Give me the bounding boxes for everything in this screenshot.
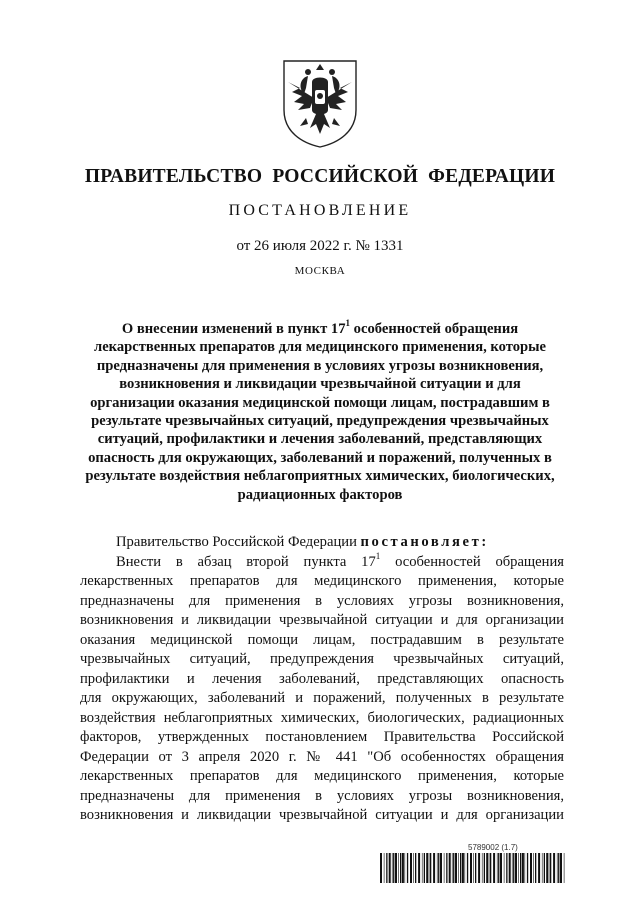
body-line: воздействия неблагоприятных химических, биологических, радиационных — [80, 709, 564, 726]
title-line: возникновения и ликвидации чрезвычайной ситуации и для — [119, 376, 521, 393]
body-line: предназначены для применения в условиях угрозы возникновения, — [80, 592, 564, 609]
title-line: организации оказания медицинской помощи лицам, пострадавшим в — [90, 394, 550, 411]
title-line: ситуаций, профилактики и лечения заболеваний, представляющих — [97, 431, 543, 448]
title-line: лекарственных препаратов для медицинского применения, которые — [94, 339, 546, 356]
body-line: профилактики и лечения заболеваний, представляющих опасность — [80, 670, 564, 687]
title-line: опасность для окружающих, заболеваний и поражений, полученных в — [88, 449, 552, 466]
intro-line: Правительство Российской Федерации постановляет: — [116, 534, 489, 550]
document-type: ПОСТАНОВЛЕНИЕ — [228, 202, 412, 219]
decree-title — [80, 320, 560, 504]
barcode-icon — [380, 853, 565, 883]
barcode-number: 5789002 (1.7) — [468, 843, 518, 852]
body-line: факторов, утвержденных постановлением Правительства Российской — [80, 729, 564, 745]
title-line: радиационных факторов — [237, 486, 403, 503]
body-line: лекарственных препаратов для медицинского применения, которые — [80, 573, 564, 589]
title-line: О внесении изменений в пункт $17^1$ особенностей обращения — [121, 318, 519, 337]
body-line: Внести в абзац второй пункта $17^1$ особенностей обращения — [116, 550, 564, 570]
body-line: предназначены для применения в условиях угрозы возникновения, — [80, 787, 564, 804]
body-line: чрезвычайных ситуаций, предупреждения чрезвычайных ситуаций, — [80, 651, 564, 667]
decree-body — [80, 533, 564, 826]
body-line: Федерации от 3 апреля 2020 г. № 441 "Об особенностях обращения — [80, 748, 564, 765]
body-line: лекарственных препаратов для медицинского применения, которые — [80, 768, 564, 784]
decree-word: постановляет: — [360, 534, 489, 550]
title-line: предназначены для применения в условиях угрозы возникновения, — [96, 357, 544, 374]
title-line: результате воздействия неблагоприятных химических, биологических, — [85, 468, 555, 485]
body-line: возникновения и ликвидации чрезвычайной ситуации и для организации — [80, 612, 564, 628]
body-line: для окружающих, заболеваний и поражений, полученных в результате — [80, 690, 564, 706]
government-title: ПРАВИТЕЛЬСТВО РОССИЙСКОЙ ФЕДЕРАЦИИ — [84, 166, 556, 187]
date-and-number: от 26 июля 2022 г. № 1331 — [236, 238, 404, 254]
city-name: МОСКВА — [294, 265, 346, 277]
title-line: результате чрезвычайных ситуаций, предупреждения чрезвычайных — [91, 413, 549, 430]
superscript: 1 — [345, 318, 351, 329]
superscript: 1 — [375, 550, 381, 561]
body-line: оказания медицинской помощи лицам, пострадавшим в результате — [80, 631, 564, 648]
body-line: возникновения и ликвидации чрезвычайной ситуации и для организации — [80, 807, 564, 823]
coat-of-arms-icon — [280, 58, 360, 150]
